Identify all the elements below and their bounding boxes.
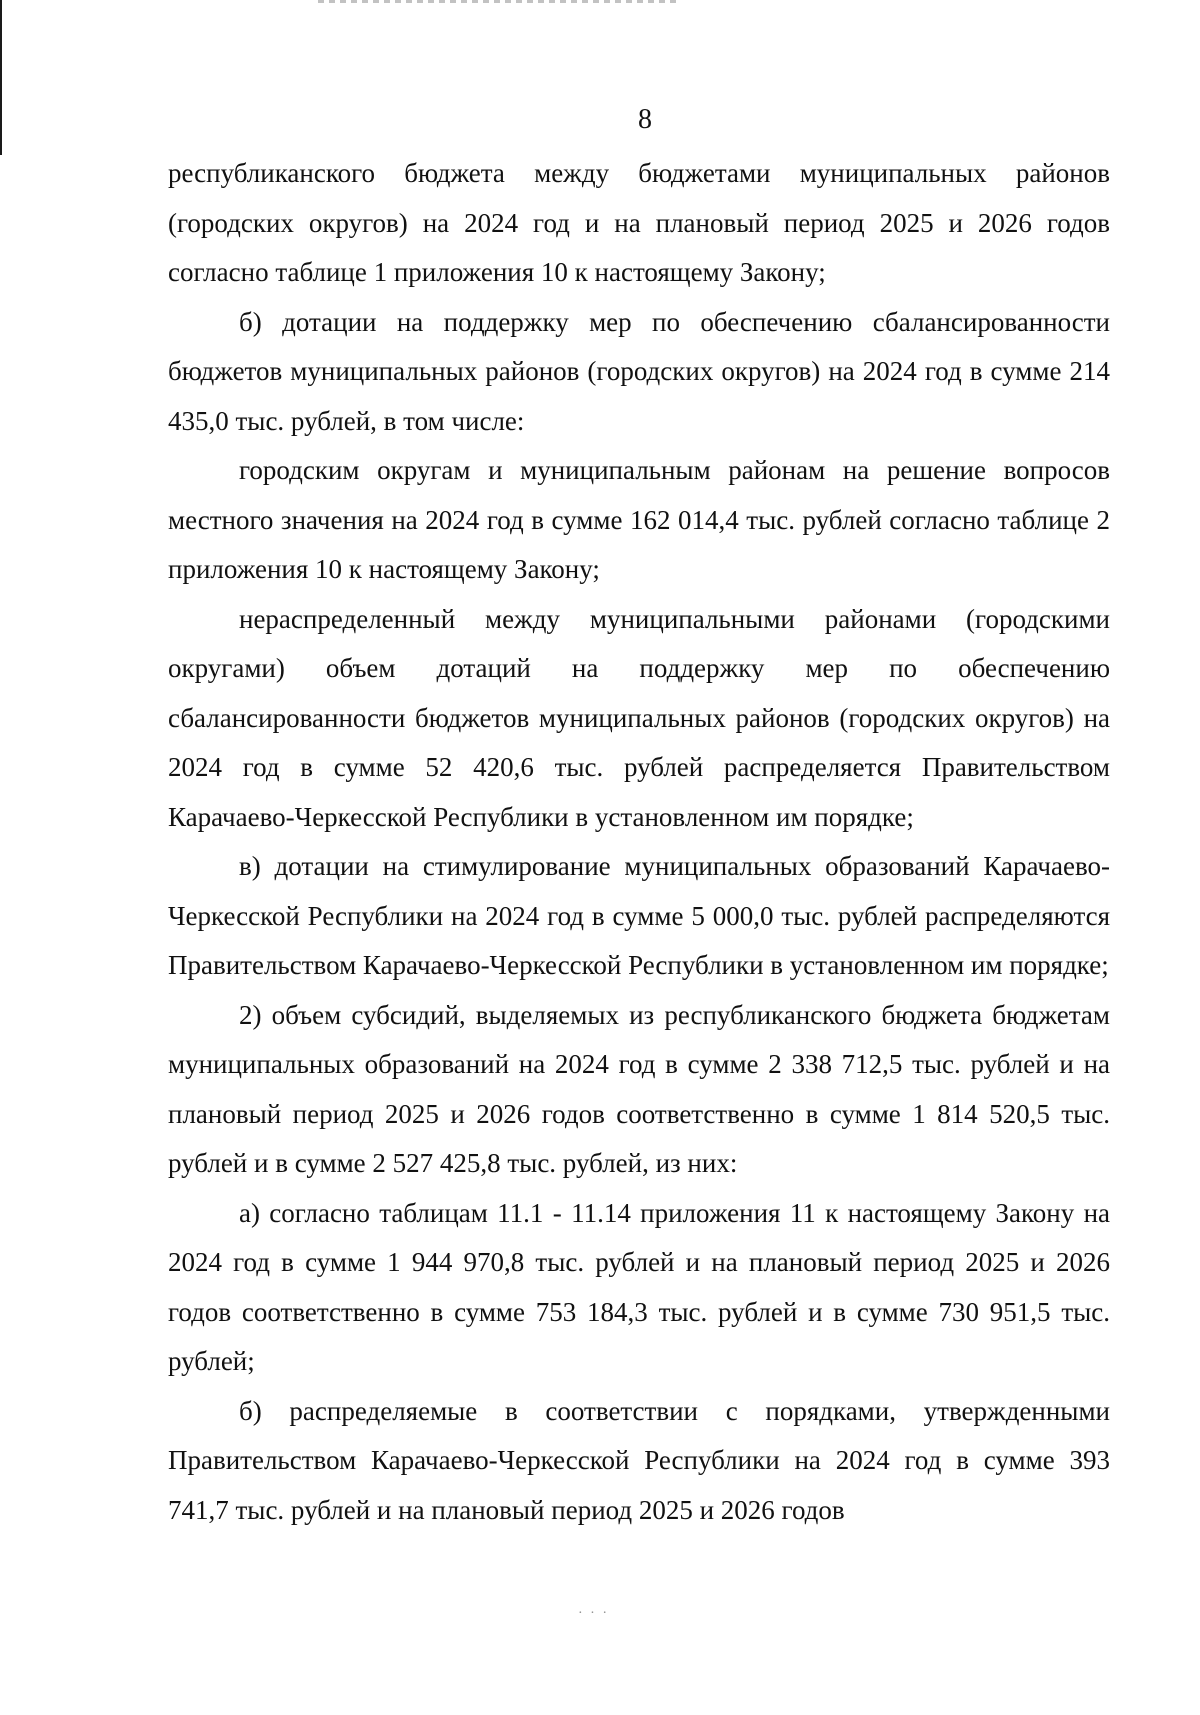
scan-footer-mark: · · · [578,1606,609,1621]
document-body [168,149,1110,1535]
scan-top-noise [318,0,678,3]
paragraph-continuation: республиканского бюджета между бюджетами муниципальных районов (городских округов) на 2024 год и на плановый период 2025 и 2026 годов согласно таблице 1 приложения 10 к настоящему Закону; [168,158,1110,287]
page-number: 8 [638,104,652,135]
paragraph-undistributed-volume: нераспределенный между муниципальными районами (городскими округами) объем дотаций на поддержку мер по обеспечению сбалансированности бюджетов муниципальных районов (городских округов) на 2024 год в сумме 52 420,6 тыс. рублей распределяется Правительством Карачаево-Черкесской Республики в установленном им порядке; [168,603,1110,832]
paragraph-subsidy-balance: б) дотации на поддержку мер по обеспечению сбалансированности бюджетов муниципальных районов (городских округов) на 2024 год в сумме 214 435,0 тыс. рублей, в том числе: [168,306,1110,436]
paragraph-subsidies-total: 2) объем субсидий, выделяемых из республиканского бюджета бюджетам муниципальных образований на 2024 год в сумме 2 338 712,5 тыс. рублей и на плановый период 2025 и 2026 годов соответственно в сумме 1 814 520,5 тыс. рублей и в сумме 2 527 425,8 тыс. рублей, из них: [168,999,1110,1178]
paragraph-government-orders: б) распределяемые в соответствии с порядками, утвержденными Правительством Карачаево-Черкесской Республики на 2024 год в сумме 393 741,7 тыс. рублей и на плановый период 2025 и 2026 годов [168,1395,1110,1525]
paragraph-tables-11: а) согласно таблицам 11.1 - 11.14 приложения 11 к настоящему Закону на 2024 год в сумме 1 944 970,8 тыс. рублей и на плановый период 2025 и 2026 годов соответственно в сумме 753 184,3 тыс. рублей и в сумме 730 951,5 тыс. рублей; [168,1197,1110,1376]
paragraph-stimulation: в) дотации на стимулирование муниципальных образований Карачаево-Черкесской Республики на 2024 год в сумме 5 000,0 тыс. рублей распределяются Правительством Карачаево-Черкесской Республики в установленном им порядке; [168,851,1110,980]
paragraph-local-issues: городским округам и муниципальным районам на решение вопросов местного значения на 2024 год в сумме 162 014,4 тыс. рублей согласно таблице 2 приложения 10 к настоящему Закону; [168,455,1110,584]
